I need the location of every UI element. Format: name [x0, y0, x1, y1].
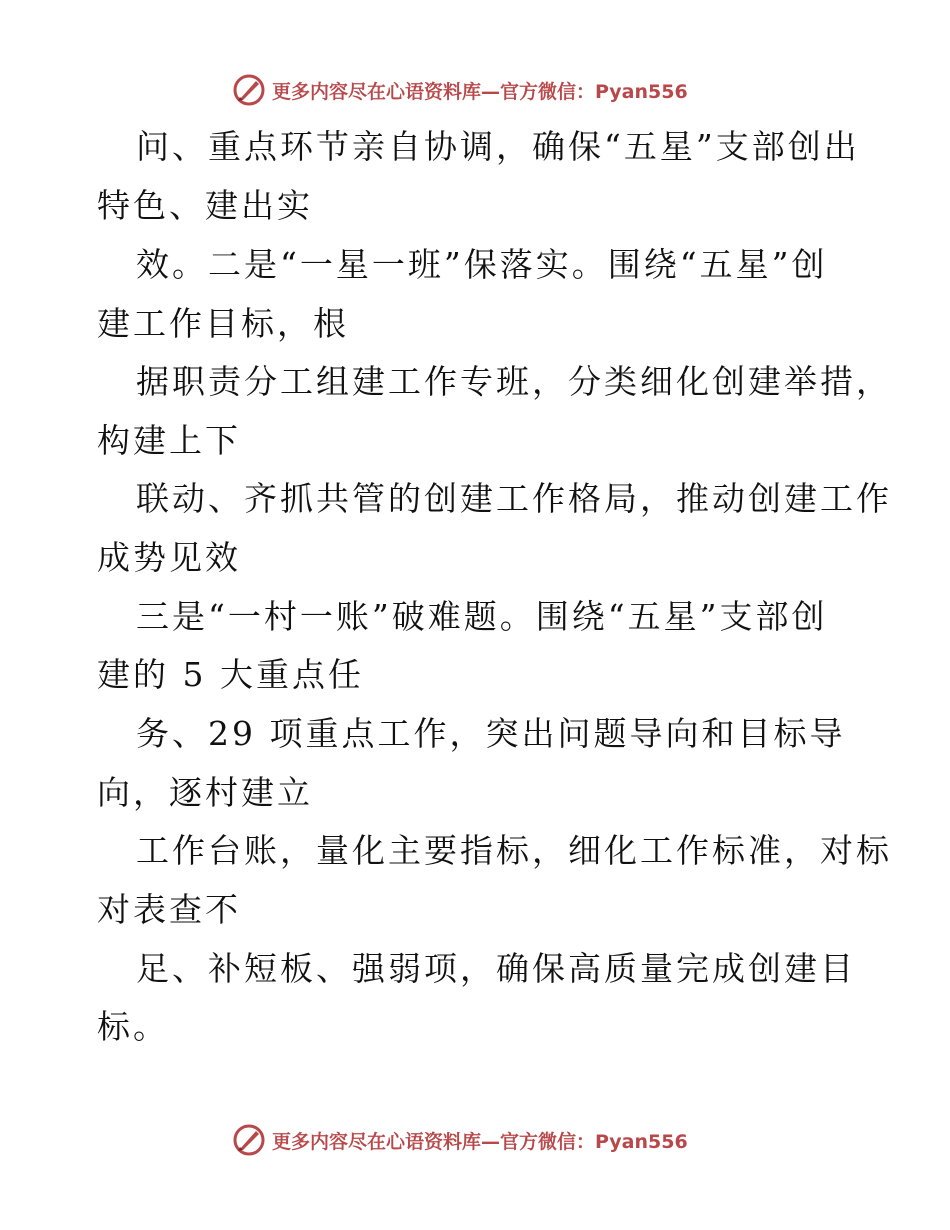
text-line: 工作台账，量化主要指标，细化工作标准，对标 [136, 831, 892, 870]
header-banner [232, 72, 732, 108]
text-line: 联动、齐抓共管的创建工作格局，推动创建工作 [136, 479, 892, 518]
text-line: 构建上下 [97, 421, 241, 460]
footer-banner [232, 1122, 732, 1158]
text-line: 标。 [97, 1007, 169, 1046]
text-line: 据职责分工组建工作专班，分类细化创建举措， [136, 362, 892, 401]
text-line: 对表查不 [97, 890, 241, 929]
text-line: 特色、建出实 [97, 186, 313, 225]
text-line: 问、重点环节亲自协调，确保“五星”支部创出 [136, 127, 860, 166]
text-line: 建工作目标，根 [97, 304, 349, 343]
text-line: 建的 5 大重点任 [97, 655, 364, 694]
text-line: 三是“一村一账”破难题。围绕“五星”支部创 [136, 597, 828, 636]
quill-logo-icon [232, 1123, 266, 1157]
text-line: 向，逐村建立 [97, 773, 313, 812]
footer-banner-text: 更多内容尽在心语资料库—官方微信：Pyan556 [272, 1130, 688, 1153]
quill-logo-icon [232, 73, 266, 107]
header-banner-text: 更多内容尽在心语资料库—官方微信：Pyan556 [272, 80, 688, 103]
text-line: 务、29 项重点工作，突出问题导向和目标导 [136, 714, 846, 753]
text-line: 成势见效 [97, 538, 241, 577]
text-line: 足、补短板、强弱项，确保高质量完成创建目 [136, 949, 856, 988]
text-line: 效。二是“一星一班”保落实。围绕“五星”创 [136, 245, 828, 284]
